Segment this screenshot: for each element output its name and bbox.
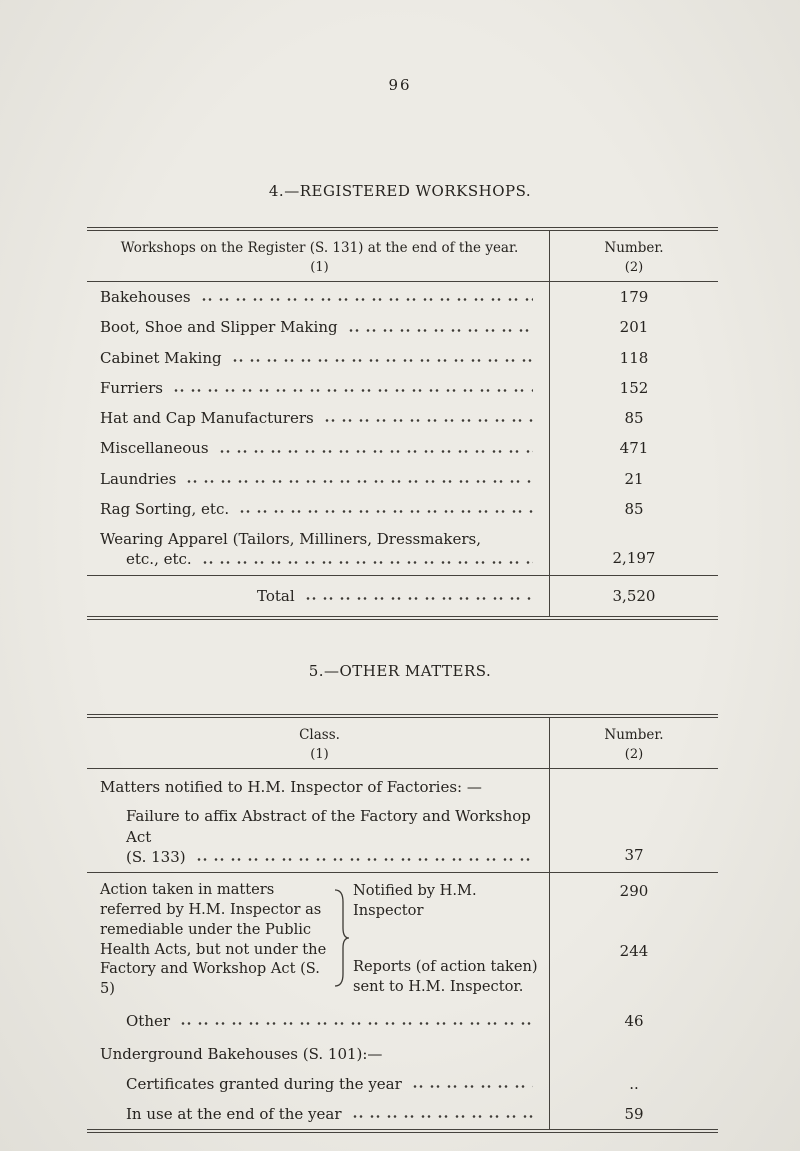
row-value: 46: [624, 1012, 644, 1031]
row-value-empty: [550, 769, 718, 801]
dot-leader: [173, 387, 533, 394]
total-label: Total: [257, 586, 295, 605]
workshops-header-colnum-1: (1): [310, 260, 329, 275]
row-value: 85: [624, 409, 644, 428]
dot-leader: [232, 357, 533, 364]
underground-bakehouses-heading-row: [87, 1036, 718, 1068]
number-header-label: Number.: [604, 727, 664, 743]
table-row: [87, 494, 718, 524]
other-matters-table-header: [87, 718, 718, 769]
row-value: 118: [619, 348, 649, 367]
action-item-value: 290: [619, 882, 649, 900]
dot-leader: [186, 478, 533, 485]
row-value: 85: [624, 499, 644, 518]
number-header-cell: [550, 718, 718, 768]
row-label: Boot, Shoe and Slipper Making: [100, 318, 338, 337]
dot-leader: [219, 448, 533, 455]
total-row: [87, 575, 718, 616]
row-label: Certificates granted during the year: [126, 1074, 402, 1093]
dot-leader: [201, 296, 533, 303]
dot-leader: [348, 327, 533, 334]
table-row: [87, 464, 718, 494]
row-value: 152: [619, 378, 649, 397]
table-row: [87, 373, 718, 403]
row-value: 201: [619, 318, 649, 337]
row-value: 59: [624, 1104, 644, 1123]
dot-leader: [180, 1020, 533, 1027]
table-row: [87, 403, 718, 433]
table-row: [87, 433, 718, 463]
row-label-line1: Wearing Apparel (Tailors, Milliners, Dressmakers,: [100, 530, 481, 548]
action-item-label: Reports (of action taken) sent to H.M. Inspector.: [353, 957, 538, 995]
action-item-label: Notified by H.M. Inspector: [353, 882, 477, 919]
action-group-label: Action taken in matters referred by H.M. Inspector as remediable under the Public Health Acts, but not under the Factory and Workshop Act (S. 5): [100, 881, 327, 998]
other-row: [87, 1006, 718, 1036]
row-label: Rag Sorting, etc.: [100, 499, 230, 518]
row-label: Other: [126, 1012, 171, 1031]
row-value: 179: [619, 288, 649, 307]
brace-icon: [332, 888, 350, 992]
row-label-line2: etc., etc.: [126, 550, 192, 569]
section-heading: Matters notified to H.M. Inspector of Factories: —: [100, 778, 482, 796]
registered-workshops-table: [87, 227, 718, 620]
workshops-header-label: Workshops on the Register (S. 131) at the end of the year.: [120, 240, 519, 256]
class-header-cell: [87, 718, 550, 768]
workshops-table-header: [87, 231, 718, 282]
row-label: Cabinet Making: [100, 348, 222, 367]
row-value: 21: [624, 469, 644, 488]
row-label: Furriers: [100, 378, 163, 397]
row-value-empty: [550, 1036, 718, 1068]
action-taken-group-row: [87, 873, 718, 1006]
row-label: Bakehouses: [100, 288, 191, 306]
row-value: ..: [629, 1074, 639, 1093]
row-label: Hat and Cap Manufacturers: [100, 409, 314, 427]
wearing-apparel-row: [87, 524, 718, 575]
dot-leader: [196, 856, 533, 863]
number-header-label: Number.: [604, 240, 664, 256]
other-matters-table: [87, 714, 718, 1133]
number-header-colnum-2: (2): [624, 747, 644, 762]
number-header-cell: [550, 231, 718, 281]
row-label-line1: Failure to affix Abstract of the Factory and Workshop Act: [126, 807, 531, 846]
matters-notified-heading-row: [87, 769, 718, 801]
table-row: [87, 312, 718, 342]
table-row: [87, 343, 718, 373]
dot-leader: [202, 559, 533, 566]
row-value: 2,197: [612, 548, 656, 567]
total-value: 3,520: [612, 586, 656, 605]
row-label-line2: (S. 133): [126, 847, 186, 866]
dot-leader: [324, 417, 533, 424]
row-label: Miscellaneous: [100, 439, 209, 458]
dot-leader: [352, 1113, 534, 1120]
row-label: Laundries: [100, 469, 177, 488]
certificates-granted-row: [87, 1069, 718, 1099]
section-heading: Underground Bakehouses (S. 101):—: [100, 1045, 383, 1064]
page-number: 96: [388, 76, 412, 94]
workshops-section-title: 4.—REGISTERED WORKSHOPS.: [268, 182, 532, 200]
failure-to-affix-row: [87, 801, 718, 873]
class-header-colnum-1: (1): [310, 747, 329, 762]
dot-leader: [239, 508, 533, 515]
other-matters-section-title: 5.—OTHER MATTERS.: [308, 662, 492, 680]
table-row: [87, 282, 718, 312]
row-label: In use at the end of the year: [126, 1104, 342, 1123]
row-value: 471: [619, 439, 649, 458]
number-header-colnum-2: (2): [624, 260, 644, 275]
workshops-header-cell: [87, 231, 550, 281]
dot-leader: [412, 1083, 533, 1090]
in-use-row: [87, 1099, 718, 1129]
row-value: 37: [624, 846, 644, 864]
dot-leader: [305, 595, 533, 602]
class-header-label: Class.: [299, 727, 340, 743]
action-item-value: 244: [619, 942, 649, 960]
